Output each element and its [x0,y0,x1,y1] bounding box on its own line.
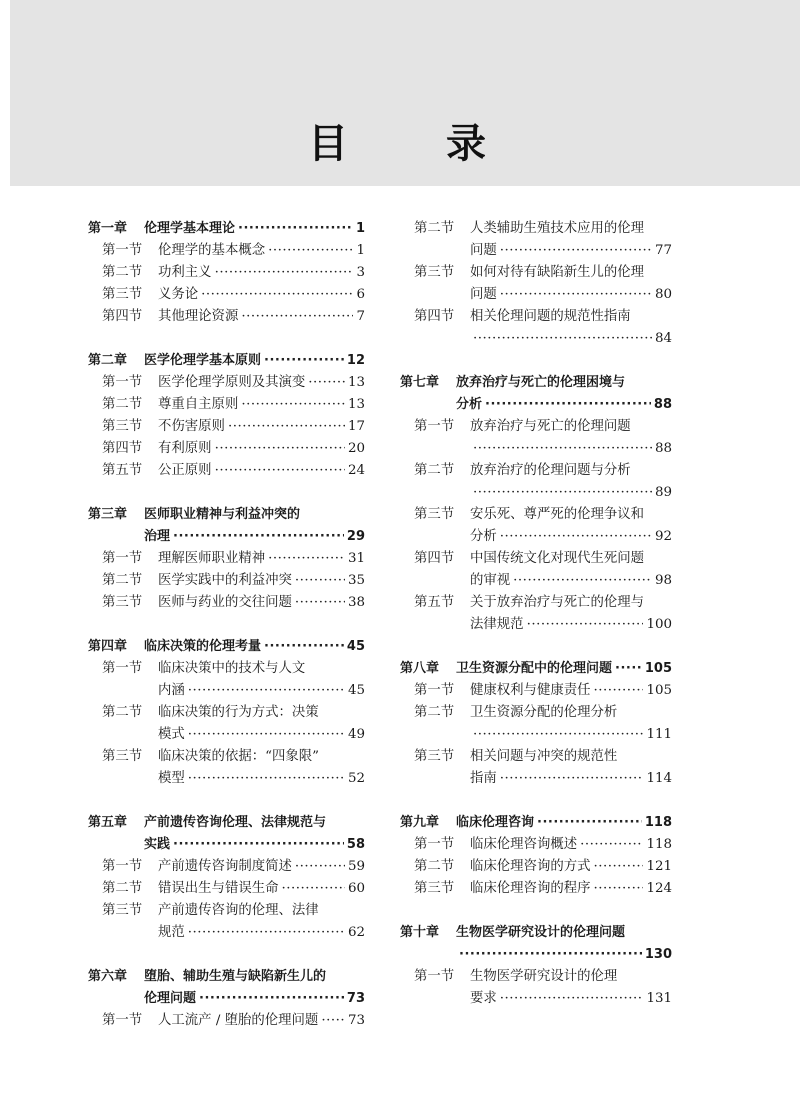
section-title: 模型 [158,771,185,786]
leader-dots [241,306,353,328]
section-title: 模式 [158,727,185,742]
toc-section[interactable] [400,680,672,702]
leader-dots [173,526,344,548]
toc-section[interactable] [400,746,672,768]
leader-dots [199,988,344,1010]
toc-section[interactable] [88,746,365,768]
section-title: 要求 [470,991,497,1006]
section-number: 第三节 [414,881,455,896]
toc-section[interactable] [400,966,672,988]
section-title: 相关伦理问题的规范性指南 [470,309,631,324]
section-title: 卫生资源分配的伦理分析 [470,705,618,720]
leader-dots [268,548,345,570]
leader-dots [188,768,345,790]
toc-section-cont[interactable] [400,570,672,592]
page-number: 131 [646,991,672,1006]
section-title: 健康权利与健康责任 [470,683,591,698]
page-number: 62 [347,925,365,940]
toc-chapter-cont[interactable] [88,988,365,1010]
leader-dots [594,856,644,878]
section-title: 人类辅助生殖技术应用的伦理 [470,221,645,236]
section-title: 问题 [470,243,497,258]
chapter-title: 卫生资源分配中的伦理问题 [456,661,613,676]
chapter-title: 生物医学研究设计的伦理问题 [456,925,626,940]
section-title: 临床伦理咨询的程序 [470,881,591,896]
page-number: 60 [347,881,365,896]
toc-section-cont[interactable] [88,680,365,702]
leader-dots [308,372,345,394]
chapter-title: 伦理学基本理论 [144,221,236,236]
toc-section[interactable] [88,262,365,284]
toc-section[interactable] [400,306,672,328]
leader-dots [241,394,345,416]
page-number: 80 [654,287,672,302]
page-number: 6 [356,287,365,302]
toc-chapter[interactable] [400,372,672,394]
toc-section[interactable] [88,416,365,438]
section-number: 第二节 [102,265,143,280]
page-number: 100 [646,617,672,632]
leader-dots [513,570,652,592]
toc-section-cont[interactable] [400,526,672,548]
chapter-title: 放弃治疗与死亡的伦理困境与 [456,375,626,390]
toc-section[interactable] [88,240,365,262]
leader-dots [215,438,345,460]
toc-right-column [400,218,672,1010]
section-number: 第一节 [102,859,143,874]
toc-section-cont[interactable] [88,724,365,746]
page-number: 88 [653,397,672,412]
leader-dots [580,834,643,856]
toc-section[interactable] [400,262,672,284]
chapter-number: 第二章 [88,353,128,368]
section-number: 第四节 [102,309,143,324]
chapter-title: 堕胎、辅助生殖与缺陷新生儿的 [144,969,327,984]
section-number: 第一节 [102,661,143,676]
toc-section[interactable] [400,856,672,878]
page-number: 35 [347,573,365,588]
leader-dots [594,878,644,900]
toc-section[interactable] [88,284,365,306]
toc-section-cont[interactable] [400,614,672,636]
section-title: 临床决策中的技术与人文 [158,661,306,676]
section-title: 医学伦理学原则及其演变 [158,375,306,390]
section-title: 义务论 [158,287,199,302]
section-number: 第三节 [102,903,143,918]
leader-dots [282,878,345,900]
section-title: 其他理论资源 [158,309,239,324]
section-number: 第二节 [414,463,455,478]
section-number: 第三节 [102,419,143,434]
page-number: 45 [347,683,365,698]
section-number: 第三节 [414,749,455,764]
leader-dots [228,416,345,438]
page-number: 105 [644,661,672,676]
section-title: 产前遗传咨询的伦理、法律 [158,903,319,918]
toc-section-cont[interactable] [400,482,672,504]
toc-section[interactable] [400,592,672,614]
leader-dots [473,724,643,746]
section-number: 第四节 [102,441,143,456]
page-number: 105 [646,683,672,698]
leader-dots [188,922,345,944]
leader-dots [295,592,345,614]
leader-dots [527,614,644,636]
page-number: 45 [346,639,365,654]
section-title: 医学实践中的利益冲突 [158,573,292,588]
chapter-number: 第五章 [88,815,128,830]
section-number: 第二节 [102,705,143,720]
chapter-number: 第四章 [88,639,128,654]
page-number: 13 [347,397,365,412]
page-number: 3 [356,265,365,280]
leader-dots [215,262,354,284]
toc-chapter[interactable] [400,658,672,680]
toc-chapter-cont[interactable] [400,394,672,416]
page-number: 124 [646,881,672,896]
toc-section[interactable] [400,460,672,482]
section-number: 第一节 [102,243,143,258]
toc-section[interactable] [88,1010,365,1032]
section-title: 生物医学研究设计的伦理 [470,969,618,984]
section-title: 内涵 [158,683,185,698]
chapter-number: 第十章 [400,925,440,940]
toc-section[interactable] [88,702,365,724]
section-title: 有利原则 [158,441,212,456]
toc-section[interactable] [88,570,365,592]
section-number: 第五节 [102,463,143,478]
chapter-title: 医师职业精神与利益冲突的 [144,507,301,522]
toc-section[interactable] [400,416,672,438]
toc-section-cont[interactable] [400,438,672,460]
leader-dots [264,636,344,658]
page-number: 7 [356,309,365,324]
section-number: 第三节 [414,507,455,522]
page-number: 17 [347,419,365,434]
chapter-title: 产前遗传咨询伦理、法律规范与 [144,815,327,830]
toc-chapter-cont[interactable] [88,834,365,856]
page-number: 92 [654,529,672,544]
page-number: 52 [347,771,365,786]
page-number: 31 [347,551,365,566]
toc-section-cont[interactable] [400,284,672,306]
toc-section[interactable] [88,878,365,900]
toc-section-cont[interactable] [88,922,365,944]
section-title: 医师与药业的交往问题 [158,595,292,610]
chapter-number: 第六章 [88,969,128,984]
page-number: 118 [646,837,672,852]
section-number: 第五节 [414,595,455,610]
leader-dots [201,284,353,306]
section-title: 中国传统文化对现代生死问题 [470,551,645,566]
section-title: 临床决策的依据：“四象限” [158,749,319,764]
section-number: 第一节 [414,683,455,698]
chapter-title: 分析 [456,397,483,412]
leader-dots [264,350,344,372]
section-title: 规范 [158,925,185,940]
section-title: 功利主义 [158,265,212,280]
page-number: 73 [346,991,365,1006]
section-title: 分析 [470,529,497,544]
section-title: 放弃治疗的伦理问题与分析 [470,463,631,478]
toc-section-cont[interactable] [400,724,672,746]
toc-section[interactable] [88,460,365,482]
leader-dots [500,768,644,790]
page-number: 77 [654,243,672,258]
leader-dots [473,482,652,504]
section-number: 第二节 [102,397,143,412]
section-number: 第三节 [102,287,143,302]
page-number: 118 [644,815,672,830]
toc-chapter[interactable] [88,966,365,988]
leader-dots [485,394,651,416]
leader-dots [215,460,345,482]
toc-section-cont[interactable] [400,988,672,1010]
toc-section[interactable] [88,658,365,680]
toc-section-cont[interactable] [88,768,365,790]
toc-section[interactable] [400,878,672,900]
leader-dots [537,812,642,834]
section-number: 第二节 [414,705,455,720]
section-number: 第三节 [414,265,455,280]
section-number: 第四节 [414,309,455,324]
page-number: 73 [347,1013,365,1028]
leader-dots [188,680,345,702]
page-number: 121 [646,859,672,874]
section-number: 第一节 [102,375,143,390]
page-number: 89 [654,485,672,500]
page-number: 114 [646,771,672,786]
toc-chapter[interactable] [88,218,365,240]
section-number: 第一节 [414,837,455,852]
toc-chapter[interactable] [88,636,365,658]
section-title: 临床决策的行为方式：决策 [158,705,319,720]
leader-dots [500,284,652,306]
section-title: 产前遗传咨询制度简述 [158,859,292,874]
section-title: 人工流产 / 堕胎的伦理问题 [158,1013,319,1028]
section-title: 法律规范 [470,617,524,632]
section-number: 第二节 [414,221,455,236]
toc-section[interactable] [88,548,365,570]
page-number: 58 [346,837,365,852]
leader-dots [594,680,644,702]
toc-section-cont[interactable] [400,240,672,262]
chapter-title: 临床决策的伦理考量 [144,639,262,654]
section-title: 临床伦理咨询概述 [470,837,578,852]
section-title: 安乐死、尊严死的伦理争议和 [470,507,645,522]
leader-dots [268,240,353,262]
leader-dots [615,658,642,680]
toc-chapter-cont[interactable] [88,526,365,548]
toc-section[interactable] [88,592,365,614]
leader-dots [321,1010,345,1032]
leader-dots [238,218,353,240]
toc-section[interactable] [400,218,672,240]
toc-section[interactable] [400,834,672,856]
chapter-title: 治理 [144,529,171,544]
section-title: 指南 [470,771,497,786]
toc-section[interactable] [88,438,365,460]
section-title: 理解医师职业精神 [158,551,266,566]
page-number: 130 [644,947,672,962]
leader-dots [473,328,652,350]
chapter-number: 第三章 [88,507,128,522]
toc-section[interactable] [88,372,365,394]
toc-section[interactable] [88,856,365,878]
toc-section[interactable] [88,900,365,922]
toc-section[interactable] [400,548,672,570]
section-number: 第一节 [102,1013,143,1028]
leader-dots [500,240,652,262]
section-number: 第二节 [102,573,143,588]
section-title: 的审视 [470,573,511,588]
section-number: 第四节 [414,551,455,566]
page-number: 20 [347,441,365,456]
toc-chapter[interactable] [88,812,365,834]
leader-dots [295,570,345,592]
leader-dots [473,438,652,460]
page-number: 111 [646,727,672,742]
section-number: 第二节 [414,859,455,874]
section-number: 第一节 [414,969,455,984]
page-number: 38 [347,595,365,610]
toc-section[interactable] [88,394,365,416]
section-title: 临床伦理咨询的方式 [470,859,591,874]
page-number: 84 [654,331,672,346]
section-title: 相关问题与冲突的规范性 [470,749,618,764]
toc-chapter[interactable] [88,350,365,372]
chapter-title: 医学伦理学基本原则 [144,353,262,368]
section-number: 第三节 [102,749,143,764]
chapter-title: 临床伦理咨询 [456,815,535,830]
section-title: 伦理学的基本概念 [158,243,266,258]
chapter-number: 第八章 [400,661,440,676]
page-number: 49 [347,727,365,742]
chapter-number: 第一章 [88,221,128,236]
section-title: 放弃治疗与死亡的伦理问题 [470,419,631,434]
leader-dots [188,724,345,746]
leader-dots [295,856,345,878]
leader-dots [500,526,652,548]
page-number: 1 [356,243,365,258]
leader-dots [173,834,344,856]
page-number: 59 [347,859,365,874]
page-number: 13 [347,375,365,390]
section-title: 公正原则 [158,463,212,478]
section-title: 尊重自主原则 [158,397,239,412]
section-title: 关于放弃治疗与死亡的伦理与 [470,595,645,610]
section-title: 不伤害原则 [158,419,225,434]
leader-dots [500,988,644,1010]
section-number: 第一节 [102,551,143,566]
toc-chapter[interactable] [400,922,672,944]
section-title: 如何对待有缺陷新生儿的伦理 [470,265,645,280]
page-number: 24 [347,463,365,478]
page-number: 88 [654,441,672,456]
chapter-number: 第七章 [400,375,440,390]
section-number: 第一节 [414,419,455,434]
page-number: 12 [346,353,365,368]
toc-section[interactable] [400,504,672,526]
section-number: 第三节 [102,595,143,610]
page-number: 98 [654,573,672,588]
page-number: 29 [346,529,365,544]
toc-chapter[interactable] [400,812,672,834]
toc-section[interactable] [88,306,365,328]
toc-chapter[interactable] [88,504,365,526]
page-title: 目 录 [308,120,528,167]
toc-section-cont[interactable] [400,768,672,790]
section-title: 错误出生与错误生命 [158,881,279,896]
toc-section-cont[interactable] [400,328,672,350]
chapter-title: 伦理问题 [144,991,197,1006]
toc-section[interactable] [400,702,672,724]
chapter-number: 第九章 [400,815,440,830]
section-title: 问题 [470,287,497,302]
leader-dots [459,944,642,966]
page-number: 1 [355,221,365,236]
toc-chapter-cont[interactable] [400,944,672,966]
toc-left-column [88,218,365,1032]
chapter-title: 实践 [144,837,171,852]
section-number: 第二节 [102,881,143,896]
